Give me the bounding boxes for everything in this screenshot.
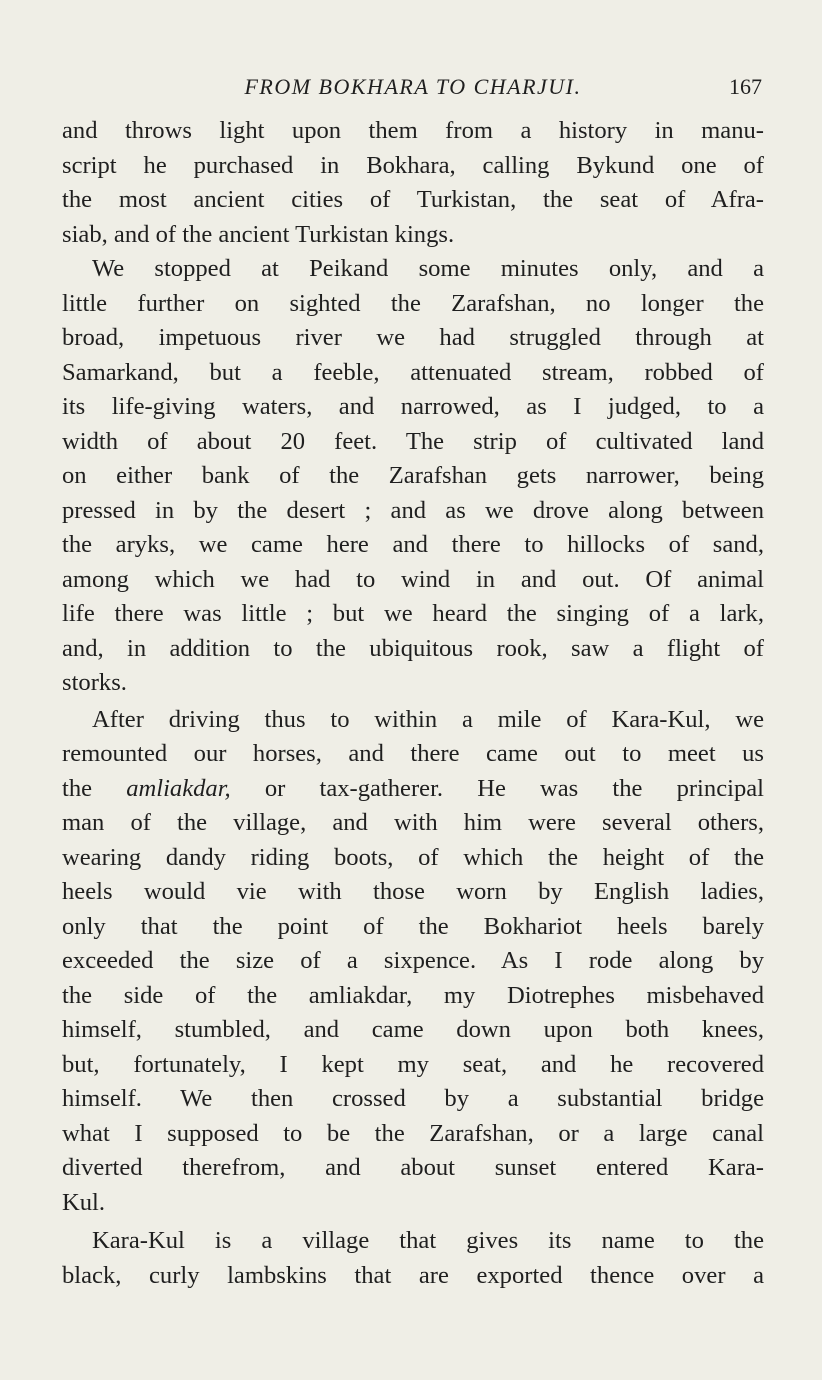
text-line: Samarkand, but a feeble, attenuated stream, robbed of xyxy=(62,358,764,386)
text-line: siab, and of the ancient Turkistan kings. xyxy=(62,220,455,248)
text-line: script he purchased in Bokhara, calling Bykund one of xyxy=(62,151,764,179)
text-line: man of the village, and with him were several others, xyxy=(62,809,764,836)
text-fragment: the xyxy=(62,774,127,802)
text-line: the aryks, we came here and there to hillocks of sand, xyxy=(62,531,764,558)
page-number: 167 xyxy=(729,74,762,99)
text-line: himself, stumbled, and came down upon both knees, xyxy=(62,1016,764,1043)
text-fragment: or tax-gatherer. He was the principal xyxy=(264,774,764,802)
text-line: the side of the amliakdar, my Diotrephes misbehaved xyxy=(62,981,764,1009)
body-text xyxy=(62,114,764,1293)
text-line: wearing dandy riding boots, of which the height of the xyxy=(62,843,764,871)
text-line: and throws light upon them from a history in manu- xyxy=(62,117,764,144)
text-line: pressed in by the desert ; and as we drove along between xyxy=(62,496,764,524)
text-line: width of about 20 feet. The strip of cultivated land xyxy=(62,427,764,455)
text-line: heels would vie with those worn by English ladies, xyxy=(62,878,764,905)
text-line: Kul. xyxy=(62,1188,106,1216)
text-line: the most ancient cities of Turkistan, the seat of Afra- xyxy=(62,186,764,213)
text-line: among which we had to wind in and out. Of animal xyxy=(62,565,764,593)
text-line: remounted our horses, and there came out to meet us xyxy=(62,740,764,767)
italic-term: amliakdar, xyxy=(126,774,231,802)
text-line: We stopped at Peikand some minutes only, and a xyxy=(92,255,764,282)
text-line: what I supposed to be the Zarafshan, or a large canal xyxy=(62,1119,764,1147)
text-line: and, in addition to the ubiquitous rook, saw a flight of xyxy=(62,634,764,662)
text-line: but, fortunately, I kept my seat, and he recovered xyxy=(62,1050,764,1078)
text-line: its life-giving waters, and narrowed, as I judged, to a xyxy=(62,393,764,420)
text-line: black, curly lambskins that are exported thence over a xyxy=(62,1261,764,1289)
text-line: After driving thus to within a mile of Kara-Kul, we xyxy=(92,705,764,733)
text-line: himself. We then crossed by a substantial bridge xyxy=(62,1085,764,1112)
running-head xyxy=(62,72,764,106)
text-line: on either bank of the Zarafshan gets narrower, being xyxy=(62,462,764,489)
text-line: life there was little ; but we heard the singing of a lark, xyxy=(62,600,764,627)
text-line: exceeded the size of a sixpence. As I rode along by xyxy=(62,947,764,974)
text-line: broad, impetuous river we had struggled through at xyxy=(62,324,764,351)
text-line: Kara-Kul is a village that gives its name to the xyxy=(92,1227,764,1254)
text-line: only that the point of the Bokhariot heels barely xyxy=(62,912,764,940)
text-line: storks. xyxy=(62,669,127,696)
text-line: diverted therefrom, and about sunset entered Kara- xyxy=(62,1154,764,1181)
text-line: little further on sighted the Zarafshan, no longer the xyxy=(62,289,764,317)
running-title: FROM BOKHARA TO CHARJUI. xyxy=(244,74,582,99)
text-line xyxy=(62,772,764,807)
